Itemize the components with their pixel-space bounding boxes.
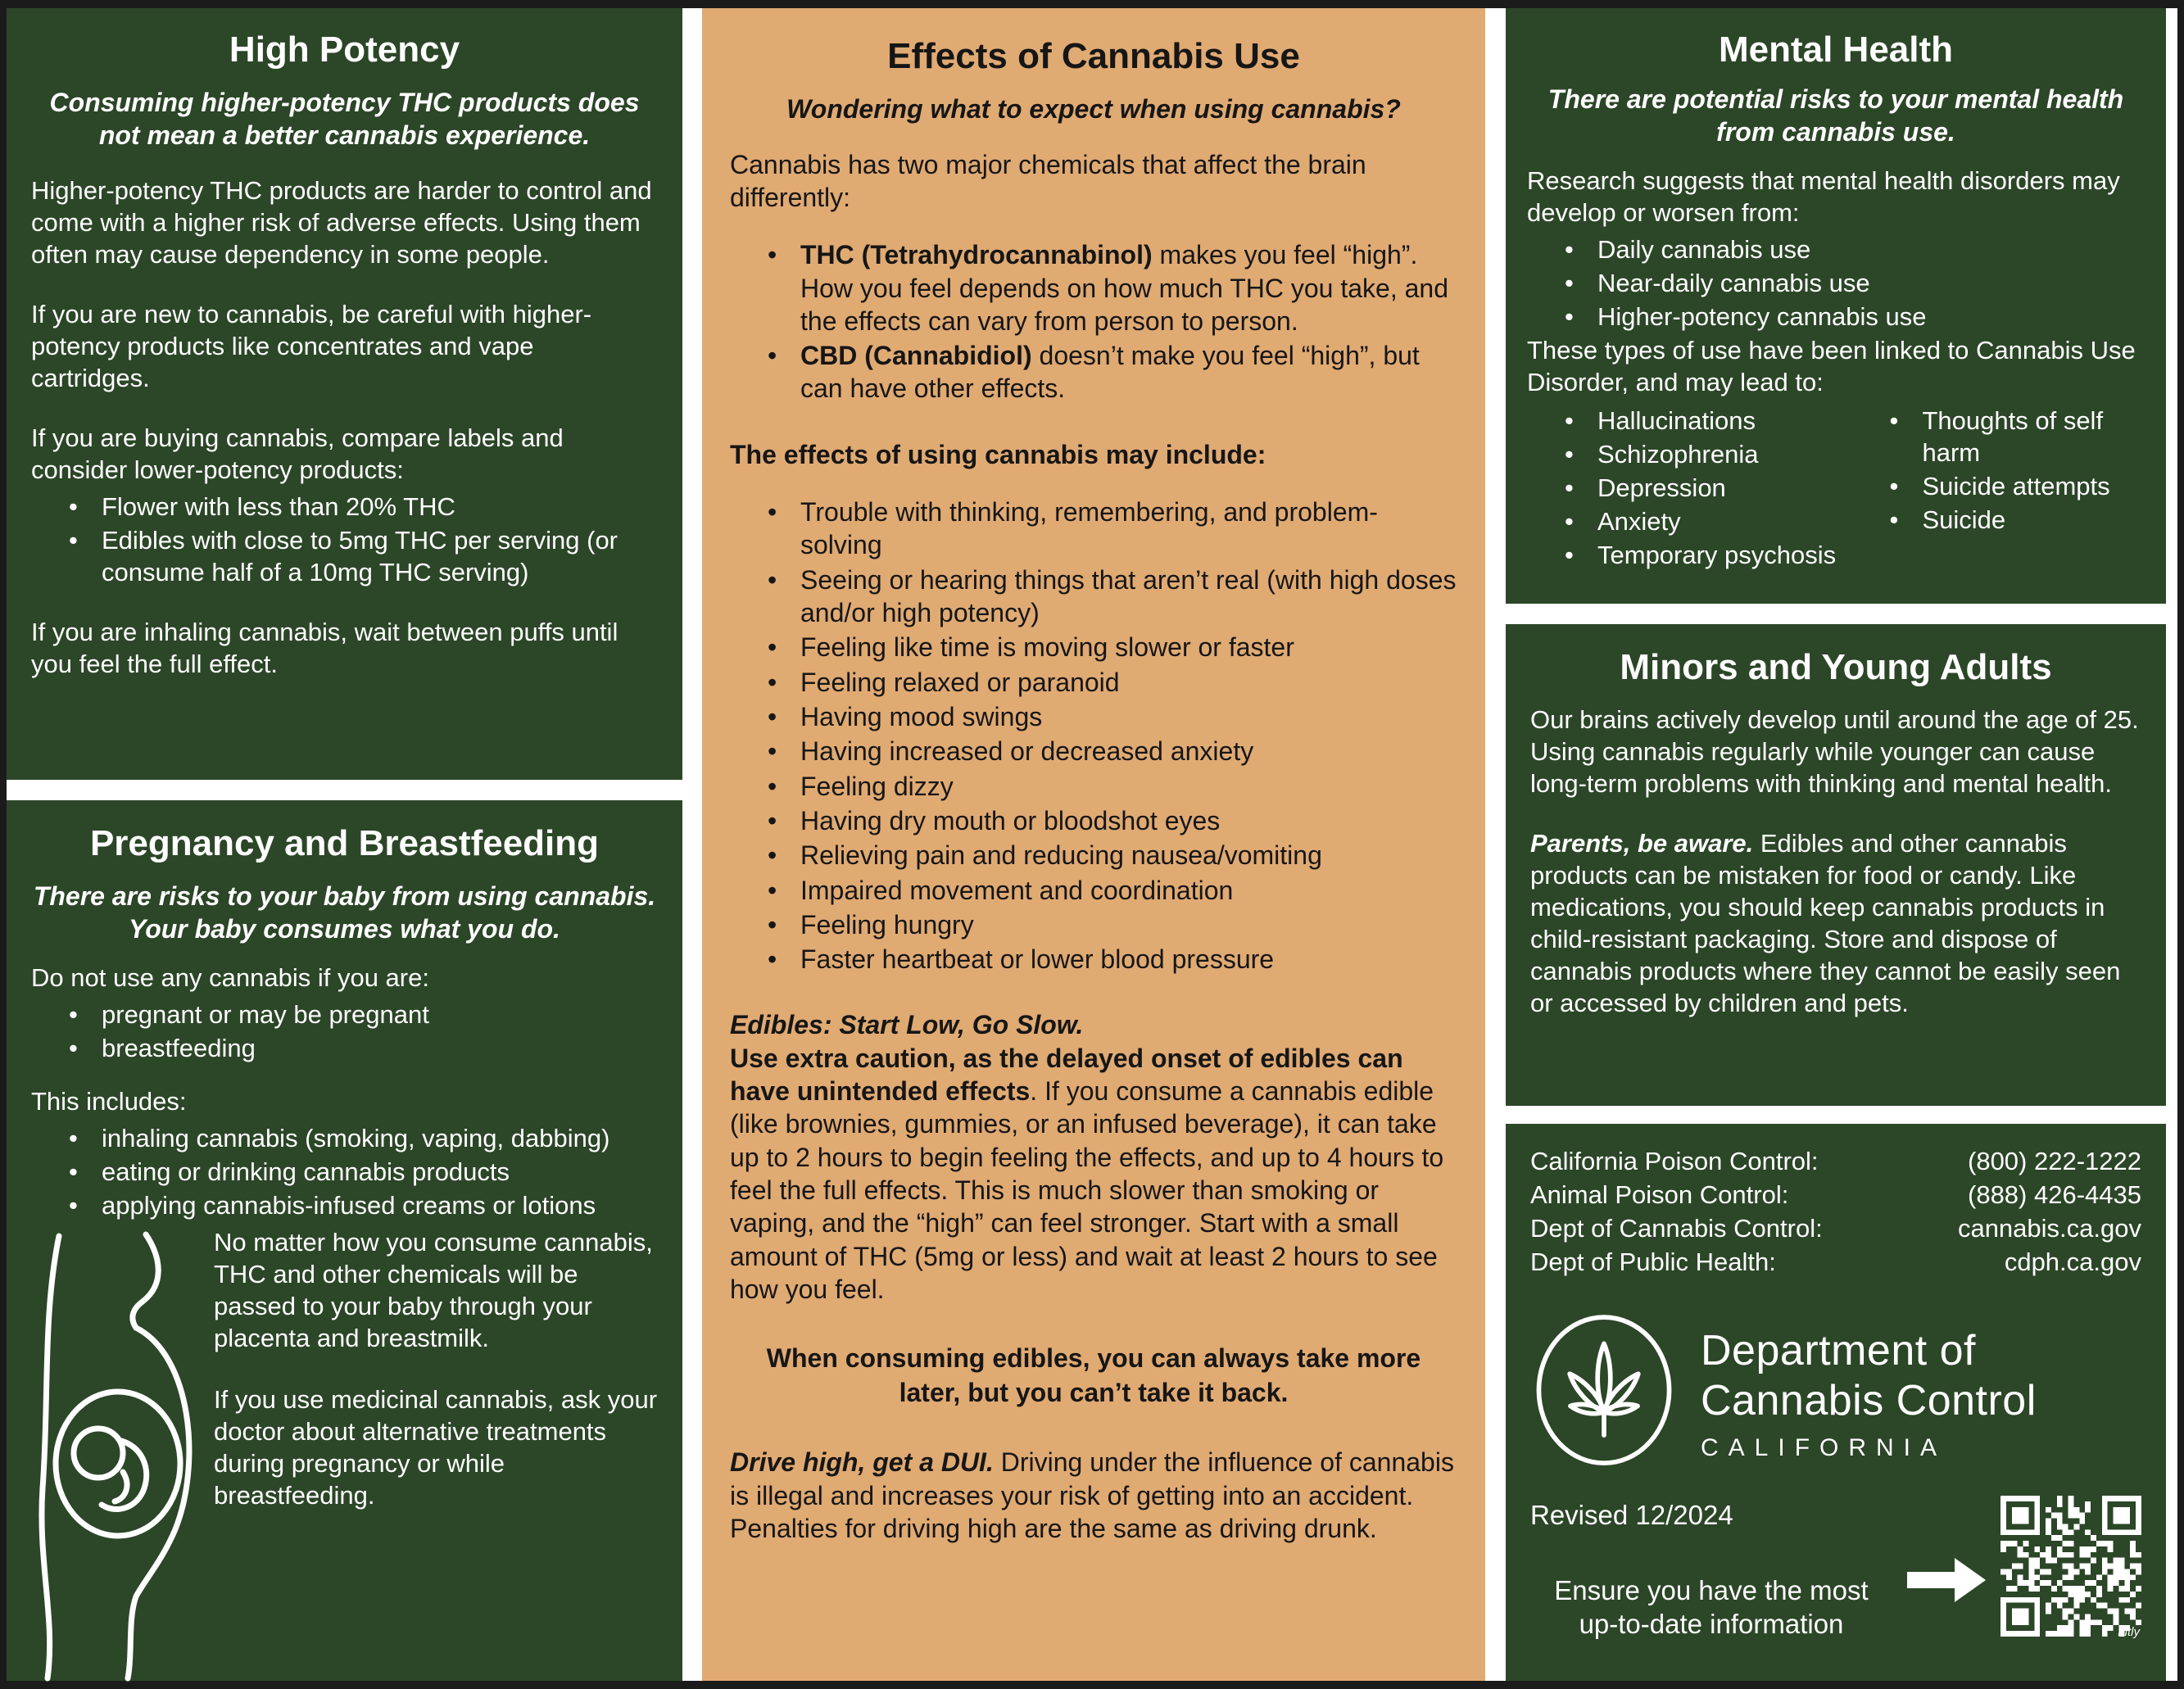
contact-row [1530,1179,2141,1212]
list-item [768,238,1457,337]
contact-label: Dept of Public Health: [1530,1247,1776,1276]
revised-date: Revised 12/2024 [1530,1499,1733,1530]
contact-panel [1506,1124,2166,1681]
list-item: • breastfeeding [69,1032,658,1064]
parents-paragraph [1530,827,2141,1019]
list-item: • Seeing or hearing things that aren’t real (with high doses and/or high potency) [768,564,1457,630]
pregnant-woman-illustration [31,1226,199,1689]
list-item: • Trouble with thinking, remembering, and problem-solving [768,496,1457,562]
effects-panel [702,8,1485,1681]
logo-line: Cannabis Control [1701,1377,2037,1425]
dcc-logo [1530,1312,2141,1477]
right-arrow-icon [1907,1556,1986,1641]
paragraph: Research suggests that mental health disorders may develop or worsen from: [1527,165,2120,227]
high-potency-panel [7,8,682,780]
list-item: • Flower with less than 20% THC [69,491,658,523]
minors-panel [1506,624,2166,1106]
paragraph: Do not use any cannabis if you are: [31,962,429,992]
dcc-logo-text [1701,1326,2037,1463]
list-item: • Temporary psychosis [1565,539,1889,571]
contact-rows [1530,1145,2141,1279]
contact-value: (888) 426-4435 [1968,1180,2141,1209]
paragraph: If you are buying cannabis, compare labels and consider lower-potency products: [31,423,564,484]
qr-credit: bitly [2118,1625,2140,1640]
list-item: • Feeling hungry [768,908,1457,941]
edibles-detail: . If you consume a cannabis edible (like brownies, gummies, or an infused beverage), it can take up to 2 hours to begin feeling the effects, and up to 4 hours to feel the full effects. This is much slower than smoking or vaping, and the “high” can feel stronger. Start with a small amount of THC (5mg or less) and wait at least 2 hours to see how you feel. [730,1076,1444,1304]
dui-detail: Driving under the influence of cannabis is illegal and increases your risk of getting into an accident. Penalties for driving high are the same as driving drunk. [730,1447,1454,1544]
list-item: • Having mood swings [768,700,1457,733]
paragraph: If you use medicinal cannabis, ask your doctor about alternative treatments during pregnancy or while breastfeeding. [214,1385,658,1510]
parents-detail: Edibles and other cannabis products can be mistaken for food or candy. Like medications, you should keep cannabis products in child-resistant packaging. Store and dispose of cannabis products where they cannot be easily seen or accessed by children and pets. [1530,828,2121,1017]
list-item: • Anxiety [1565,505,1889,537]
list-item: • Feeling dizzy [768,770,1457,803]
contact-row [1530,1145,2141,1179]
paragraph: No matter how you consume cannabis, THC and other chemicals will be passed to your baby through your placenta and breastmilk. [214,1227,653,1353]
qr-code [2000,1496,2141,1641]
contact-row [1530,1212,2141,1246]
section-subtitle: Wondering what to expect when using cannabis? [786,93,1401,124]
section-subtitle: There are risks to your baby from using cannabis. Your baby consumes what you do. [33,881,656,944]
section-subtitle: Consuming higher-potency THC products does not mean a better cannabis experience. [49,87,640,150]
list-item: • Near-daily cannabis use [1565,267,2145,299]
thc-term: THC (Tetrahydrocannabinol) [800,240,1153,270]
section-title-mental-health: Mental Health [1718,29,1954,70]
list-item: • applying cannabis-infused creams or lotions [69,1189,658,1221]
ensure-line-1: Ensure you have the most [1554,1574,1869,1605]
section-title-minors: Minors and Young Adults [1620,647,2052,687]
list-item: • Suicide [1889,504,2145,536]
thc-description: makes you feel “high”. How you feel depends on how much THC you take, and the effects can vary from person to person. [800,240,1448,336]
section-title-high-potency: High Potency [229,29,460,70]
paragraph: If you are new to cannabis, be careful with higher-potency products like concentrates and vape cartridges. [31,299,592,392]
list-item: • eating or drinking cannabis products [69,1156,658,1188]
effects-list-header: The effects of using cannabis may include: [730,439,1266,469]
list-item: • Thoughts of self harm [1889,405,2145,469]
section-title-pregnancy: Pregnancy and Breastfeeding [89,823,600,863]
contact-value: cdph.ca.gov [2004,1247,2141,1276]
outcomes-list-right [1889,403,2145,573]
ensure-line-2: up-to-date information [1579,1608,1844,1639]
lower-potency-list [31,491,658,588]
list-item: • pregnant or may be pregnant [69,998,658,1030]
paragraph: If you are inhaling cannabis, wait between puffs until you feel the full effect. [31,618,618,679]
list-item [768,339,1457,405]
section-title-effects: Effects of Cannabis Use [887,36,1300,76]
list-item: • Faster heartbeat or lower blood pressure [768,943,1457,976]
list-item: • Edibles with close to 5mg THC per serving (or consume half of a 10mg THC serving) [69,524,658,588]
cbd-description: doesn’t make you feel “high”, but can have other effects. [800,341,1420,404]
edibles-callout: When consuming edibles, you can always take more later, but you can’t take it back. [766,1343,1421,1407]
paragraph: Cannabis has two major chemicals that affect the brain differently: [730,149,1366,212]
paragraph: Our brains actively develop until around the age of 25. Using cannabis regularly while younger can cause long-term problems with thinking and mental health. [1530,704,2139,798]
list-item: • Having increased or decreased anxiety [768,735,1457,768]
contact-label: California Poison Control: [1530,1147,1819,1175]
list-item: • Schizophrenia [1565,438,1889,470]
list-item: • Feeling like time is moving slower or faster [768,631,1457,663]
list-item: • inhaling cannabis (smoking, vaping, dabbing) [69,1122,658,1154]
contact-row [1530,1246,2141,1279]
dui-paragraph [730,1446,1457,1545]
pregnancy-panel [7,800,682,1681]
section-subtitle: There are potential risks to your mental health from cannabis use. [1547,84,2124,147]
contact-label: Animal Poison Control: [1530,1180,1789,1209]
cannabis-leaf-icon [1530,1312,1678,1477]
edibles-title: Edibles: Start Low, Go Slow. [730,1010,1084,1040]
list-item: • Daily cannabis use [1565,233,2145,265]
list-item: • Impaired movement and coordination [768,874,1457,907]
list-item: • Hallucinations [1565,405,1889,437]
list-item: • Relieving pain and reducing nausea/vomiting [768,839,1457,872]
edibles-warning: Use extra caution, as the delayed onset of edibles can have unintended effects [730,1043,1403,1107]
logo-line-california: CALIFORNIA [1701,1434,1947,1462]
dui-slogan: Drive high, get a DUI. [730,1447,994,1478]
contact-label: Dept of Cannabis Control: [1530,1213,1823,1243]
edibles-paragraph [730,1008,1457,1306]
paragraph: Higher-potency THC products are harder to control and come with a higher risk of adverse effects. Using them often may cause dependency in some people. [31,175,652,269]
mental-health-panel [1506,8,2166,604]
ensure-text [1530,1574,1892,1641]
outcomes-list-left [1527,403,1889,573]
outcomes-columns [1527,403,2145,573]
paragraph: This includes: [31,1086,187,1116]
contact-value: cannabis.ca.gov [1957,1213,2141,1243]
list-item: • Feeling relaxed or paranoid [768,666,1457,699]
effects-list [730,496,1457,976]
chemicals-list [730,238,1457,405]
do-not-use-list [31,998,658,1064]
list-item: • Having dry mouth or bloodshot eyes [768,804,1457,837]
contact-value: (800) 222-1222 [1968,1147,2141,1175]
parents-lead: Parents, be aware. [1530,828,1754,858]
cbd-term: CBD (Cannabidiol) [800,341,1032,371]
includes-list [31,1122,658,1221]
list-item: • Depression [1565,472,1889,504]
use-types-list [1527,233,2145,333]
paragraph: These types of use have been linked to Cannabis Use Disorder, and may lead to: [1527,335,2136,396]
list-item: • Higher-potency cannabis use [1565,301,2145,333]
list-item: • Suicide attempts [1889,470,2145,502]
logo-line: Department of [1701,1326,1976,1374]
